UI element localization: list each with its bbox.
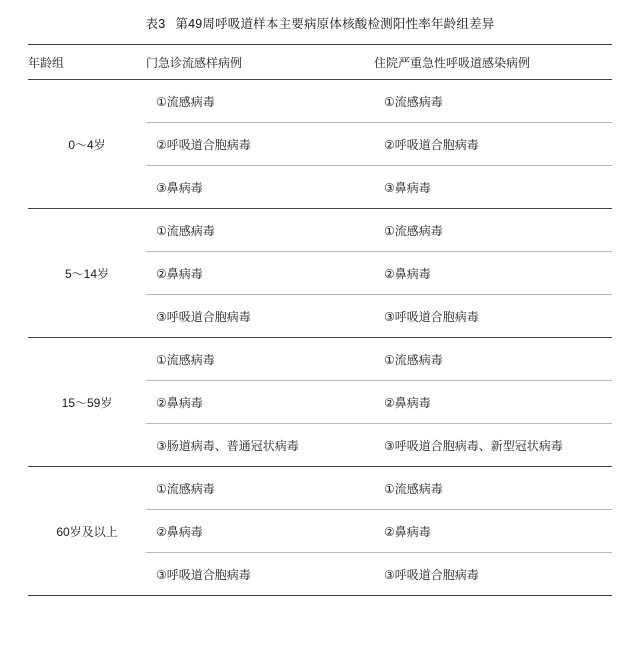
- cell-outpatient: ①流感病毒: [146, 209, 374, 252]
- cell-outpatient: ③肠道病毒、普通冠状病毒: [156, 438, 299, 453]
- cell-outpatient: ③呼吸道合胞病毒: [156, 567, 251, 582]
- table-title-text: 第49周呼吸道样本主要病原体核酸检测阳性率年龄组差异: [175, 17, 495, 31]
- cell-inpatient: ③呼吸道合胞病毒、新型冠状病毒: [384, 438, 563, 453]
- cell-outpatient: ②鼻病毒: [146, 510, 374, 553]
- cell-outpatient: ①流感病毒: [146, 338, 374, 381]
- cell-inpatient: ①流感病毒: [374, 209, 612, 252]
- header-outpatient: 门急诊流感样病例: [146, 45, 374, 80]
- table-row: [28, 467, 612, 510]
- pathogen-rank-table: [28, 44, 612, 596]
- age-group-cell: 0～4岁: [68, 137, 106, 152]
- table-title: [28, 0, 612, 44]
- cell-outpatient: ③鼻病毒: [156, 180, 203, 195]
- cell-outpatient: ②鼻病毒: [146, 381, 374, 424]
- table-bottom-rule: [28, 596, 612, 597]
- header-age-group: 年龄组: [28, 45, 146, 80]
- cell-inpatient: ②鼻病毒: [374, 252, 612, 295]
- table-row: [28, 209, 612, 252]
- table-header-row: [28, 45, 612, 80]
- age-group-cell: 15～59岁: [61, 395, 113, 410]
- age-group-cell: 5～14岁: [64, 266, 110, 281]
- cell-inpatient: ③呼吸道合胞病毒: [384, 567, 479, 582]
- cell-inpatient: ③鼻病毒: [384, 180, 431, 195]
- header-inpatient: 住院严重急性呼吸道感染病例: [374, 45, 612, 80]
- table-row: [28, 80, 612, 123]
- cell-outpatient: ①流感病毒: [146, 467, 374, 510]
- table-title-number: 表3: [145, 17, 166, 31]
- cell-outpatient: ②鼻病毒: [146, 252, 374, 295]
- cell-inpatient: ②呼吸道合胞病毒: [374, 123, 612, 166]
- cell-outpatient: ①流感病毒: [146, 80, 374, 123]
- age-group-cell: 60岁及以上: [56, 524, 118, 539]
- cell-inpatient: ③呼吸道合胞病毒: [384, 309, 479, 324]
- table-row: [28, 338, 612, 381]
- cell-inpatient: ①流感病毒: [374, 338, 612, 381]
- cell-outpatient: ②呼吸道合胞病毒: [146, 123, 374, 166]
- cell-inpatient: ②鼻病毒: [374, 510, 612, 553]
- cell-outpatient: ③呼吸道合胞病毒: [156, 309, 251, 324]
- cell-inpatient: ①流感病毒: [374, 80, 612, 123]
- cell-inpatient: ②鼻病毒: [374, 381, 612, 424]
- cell-inpatient: ①流感病毒: [374, 467, 612, 510]
